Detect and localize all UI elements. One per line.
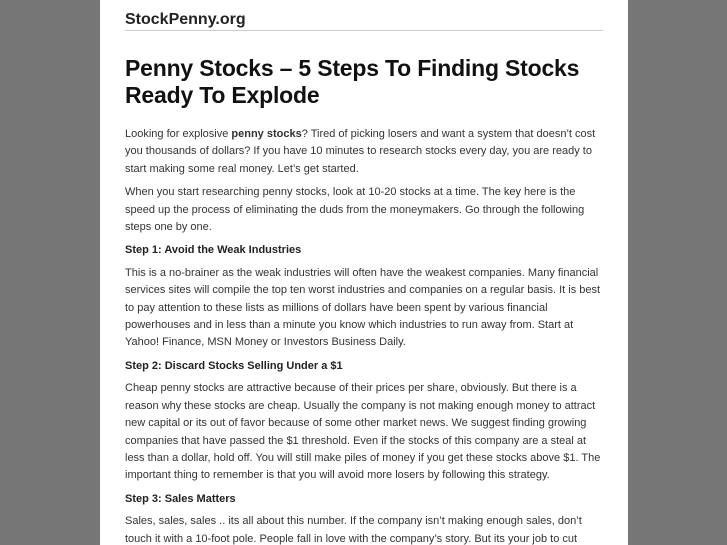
- step-1-body: This is a no-brainer as the weak industries will often have the weakest companies. Many financial services sites will compile the top ten worst industries and companies on a regular basis. It is best to pay attention to these lists as millions of dollars have been spent by various financial powerhouses and in less than a minute you know which industries to run away from. Start at Yahoo! Finance, MSN Money or Investors Business Daily.: [125, 266, 601, 349]
- step-3-heading: Step 3: Sales Matters: [125, 492, 236, 505]
- post-content: [125, 126, 603, 545]
- step-3-body: Sales, sales, sales .. its all about this number. If the company isn’t making enough sales, don’t touch it with a 10-foot pole. People fall in love with the company’s story. But its your job to cut: [125, 515, 582, 545]
- page-container: [100, 0, 628, 545]
- intro-text-1: Looking for explosive: [125, 128, 232, 140]
- content-column: [125, 0, 603, 545]
- intro-paragraph-1: [125, 126, 603, 178]
- site-title-link[interactable]: StockPenny.org: [125, 0, 603, 31]
- intro-paragraph-2: When you start researching penny stocks, look at 10-20 stocks at a time. The key here is the speed up the process of eliminating the duds from the moneymakers. Go through the following steps one by one.: [125, 186, 585, 234]
- step-1-heading: Step 1: Avoid the Weak Industries: [125, 244, 302, 257]
- post-title[interactable]: Penny Stocks – 5 Steps To Finding Stocks Ready To Explode: [125, 55, 580, 108]
- intro-text-2: ? Tired of picking losers and want a system that doesn’t cost you thousands of dollars? If you have 10 minutes to research stocks every day, you are ready to start making some real money. Let’s get started.: [125, 128, 596, 175]
- penny-stocks-keyword: penny stocks: [231, 128, 302, 140]
- step-2-body: Cheap penny stocks are attractive because of their prices per share, obviously. But there is a reason why these stocks are cheap. Usually the company is not making enough money to attract new capital or its out of favor because of some other market news. We suggest finding growing companies that have passed the $1 threshold. Even if the stocks of this company are a steal at less than a dollar, hold off. You will still make piles of money if you get these stocks above $1. The important thing to remember is that you will avoid more losers by following this strategy.: [125, 382, 601, 482]
- step-2-heading: Step 2: Discard Stocks Selling Under a $1: [125, 359, 343, 372]
